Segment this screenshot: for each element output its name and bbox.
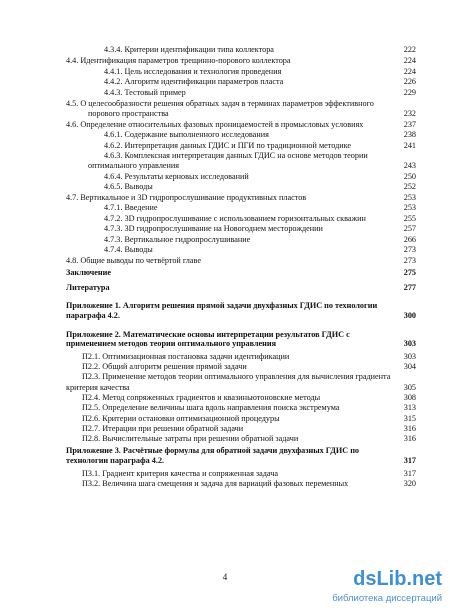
toc-entry-text: критерия качества xyxy=(66,383,130,392)
toc-entry-page: 229 xyxy=(403,88,416,97)
toc-entry-page: 266 xyxy=(403,235,416,244)
toc-entry-page: 317 xyxy=(403,469,416,478)
toc-entry-text: 4.4.1. Цель исследования и технология проведения xyxy=(104,67,282,76)
toc-entry-page: 255 xyxy=(403,214,416,223)
toc-entry-page: 316 xyxy=(403,424,416,433)
toc-entry-page: 250 xyxy=(403,172,416,181)
toc-entry-page: 308 xyxy=(403,393,416,402)
toc-entry-text: порового пространства xyxy=(88,109,169,118)
toc-entry-page: 300 xyxy=(403,311,416,320)
toc-entry-page: 232 xyxy=(403,109,416,118)
toc-entry-page: 253 xyxy=(403,193,416,202)
toc-entry-text: 4.7.3. 3D гидропрослушивание на Новогоднем месторождении xyxy=(104,224,323,233)
toc-entry-text: 4.3.4. Критерии идентификации типа коллектора xyxy=(104,45,274,54)
watermark-logo: dsLib.net xyxy=(353,568,442,590)
toc-entry-page: 304 xyxy=(403,362,416,371)
watermark-subtitle: библиотека диссертаций xyxy=(332,593,442,604)
toc-entry-text: 4.7.4. Выводы xyxy=(104,245,153,254)
toc-entry-text: 4.4.2. Алгоритм идентификации параметров пласта xyxy=(104,77,284,86)
toc-entry-page: 237 xyxy=(403,120,416,129)
toc-entry-text: 4.6. Определение относительных фазовых проницаемостей в промысловых условиях xyxy=(66,120,364,129)
toc-entry-text: П3.1. Градиент критерия качества и сопряженная задача xyxy=(82,469,278,478)
toc-entry-text: 4.7.2. 3D гидропрослушивание с использованием горизонтальных скважин xyxy=(104,214,366,223)
toc-entry-page: 243 xyxy=(403,161,416,170)
toc-entry-text: П2.5. Определение величины шага вдоль направления поиска экстремума xyxy=(82,403,340,412)
toc-entry-page: 238 xyxy=(403,130,416,139)
toc-entry-text: 4.6.2. Интерпретация данных ГДИС и ПГИ по традиционной методике xyxy=(104,141,352,150)
toc-entry-page: 241 xyxy=(403,141,416,150)
toc-entry-text: применением методов теории оптимального управления xyxy=(66,339,276,348)
toc-entry-text: П2.7. Итерации при решении обратной задачи xyxy=(82,424,244,433)
toc-entry-page: 303 xyxy=(403,339,416,348)
toc-entry-text: Литература xyxy=(66,283,110,292)
toc-entry-page: 222 xyxy=(403,45,416,54)
toc-entry-text: технологии параграфа 4.2. xyxy=(66,456,165,465)
toc-entry-text: Приложение 3. Расчётные формулы для обратной задачи двухфазных ГДИС по xyxy=(66,446,360,455)
toc-entry-text: П2.1. Оптимизационная постановка задачи идентификации xyxy=(82,352,290,361)
toc-entry-text: 4.5. О целесообразности решения обратных задач в терминах параметров эффективного xyxy=(66,99,374,108)
toc-entry-text: 4.7. Вертикальное и 3D гидропрослушивание продуктивных пластов xyxy=(66,193,307,202)
toc-entry-page: 224 xyxy=(403,67,416,76)
toc-entry-page: 313 xyxy=(403,403,416,412)
toc-entry-page: 305 xyxy=(403,383,416,392)
toc-entry-page: 226 xyxy=(403,77,416,86)
toc-entry-page: 320 xyxy=(403,479,416,488)
toc-entry-text: 4.4.3. Тестовый пример xyxy=(104,88,186,97)
toc-entry-text: П2.3. Применение методов теории оптимального управления для вычисления градиента xyxy=(82,372,391,381)
toc-entry-page: 252 xyxy=(403,182,416,191)
toc-entry-page: 316 xyxy=(403,434,416,443)
toc-entry-page: 224 xyxy=(403,56,416,65)
toc-entry-text: Приложение 1. Алгоритм решения прямой задачи двухфазных ГДИС по технологии xyxy=(66,301,378,310)
toc-entry-text: 4.4. Идентификация параметров трещинно-порового коллектора xyxy=(66,56,291,65)
toc-entry-text: 4.6.3. Комплексная интерпретация данных ГДИС на основе методов теории xyxy=(104,151,368,160)
toc-entry-page: 273 xyxy=(403,245,416,254)
toc-entry-text: 4.7.1. Введение xyxy=(104,203,158,212)
toc-entry-page: 253 xyxy=(403,203,416,212)
toc-entry-text: 4.6.1. Содержание выполненного исследования xyxy=(104,130,269,139)
toc-entry-text: П3.2. Величина шага смещения и задача для вариаций фазовых переменных xyxy=(82,479,349,488)
toc-entry-page: 317 xyxy=(403,456,416,465)
page-number: 4 xyxy=(222,572,228,582)
toc-entry-page: 257 xyxy=(403,224,416,233)
toc-entry-text: 4.7.3. Вертикальное гидропрослушивание xyxy=(104,235,251,244)
watermark xyxy=(318,568,446,608)
toc-entry-text: П2.6. Критерии остановки оптимизационной процедуры xyxy=(82,414,280,423)
toc-entry-text: параграфа 4.2. xyxy=(66,311,120,320)
toc-entry-text: Приложение 2. Математические основы интерпретации результатов ГДИС с xyxy=(66,330,350,339)
toc-entry-text: 4.8. Общие выводы по четвёртой главе xyxy=(66,256,201,265)
toc-entry-text: 4.6.4. Результаты керновых исследований xyxy=(104,172,249,181)
toc-entry-page: 275 xyxy=(403,268,416,277)
toc-entry-text: Заключение xyxy=(66,268,111,277)
toc-entry-text: П2.4. Метод сопряженных градиентов и квазиньютоновские методы xyxy=(82,393,321,402)
toc-entry-text: П2.8. Вычислительные затраты при решении обратной задачи xyxy=(82,434,299,443)
toc-entry-page: 315 xyxy=(403,414,416,423)
toc-entry-page: 277 xyxy=(403,283,416,292)
toc-entry-page: 273 xyxy=(403,256,416,265)
toc-entry-text: П2.2. Общий алгоритм решения прямой задачи xyxy=(82,362,247,371)
toc-entry-page: 303 xyxy=(403,352,416,361)
toc-entry-text: 4.6.5. Выводы xyxy=(104,182,153,191)
toc-entry-text: оптимального управления xyxy=(88,161,180,170)
